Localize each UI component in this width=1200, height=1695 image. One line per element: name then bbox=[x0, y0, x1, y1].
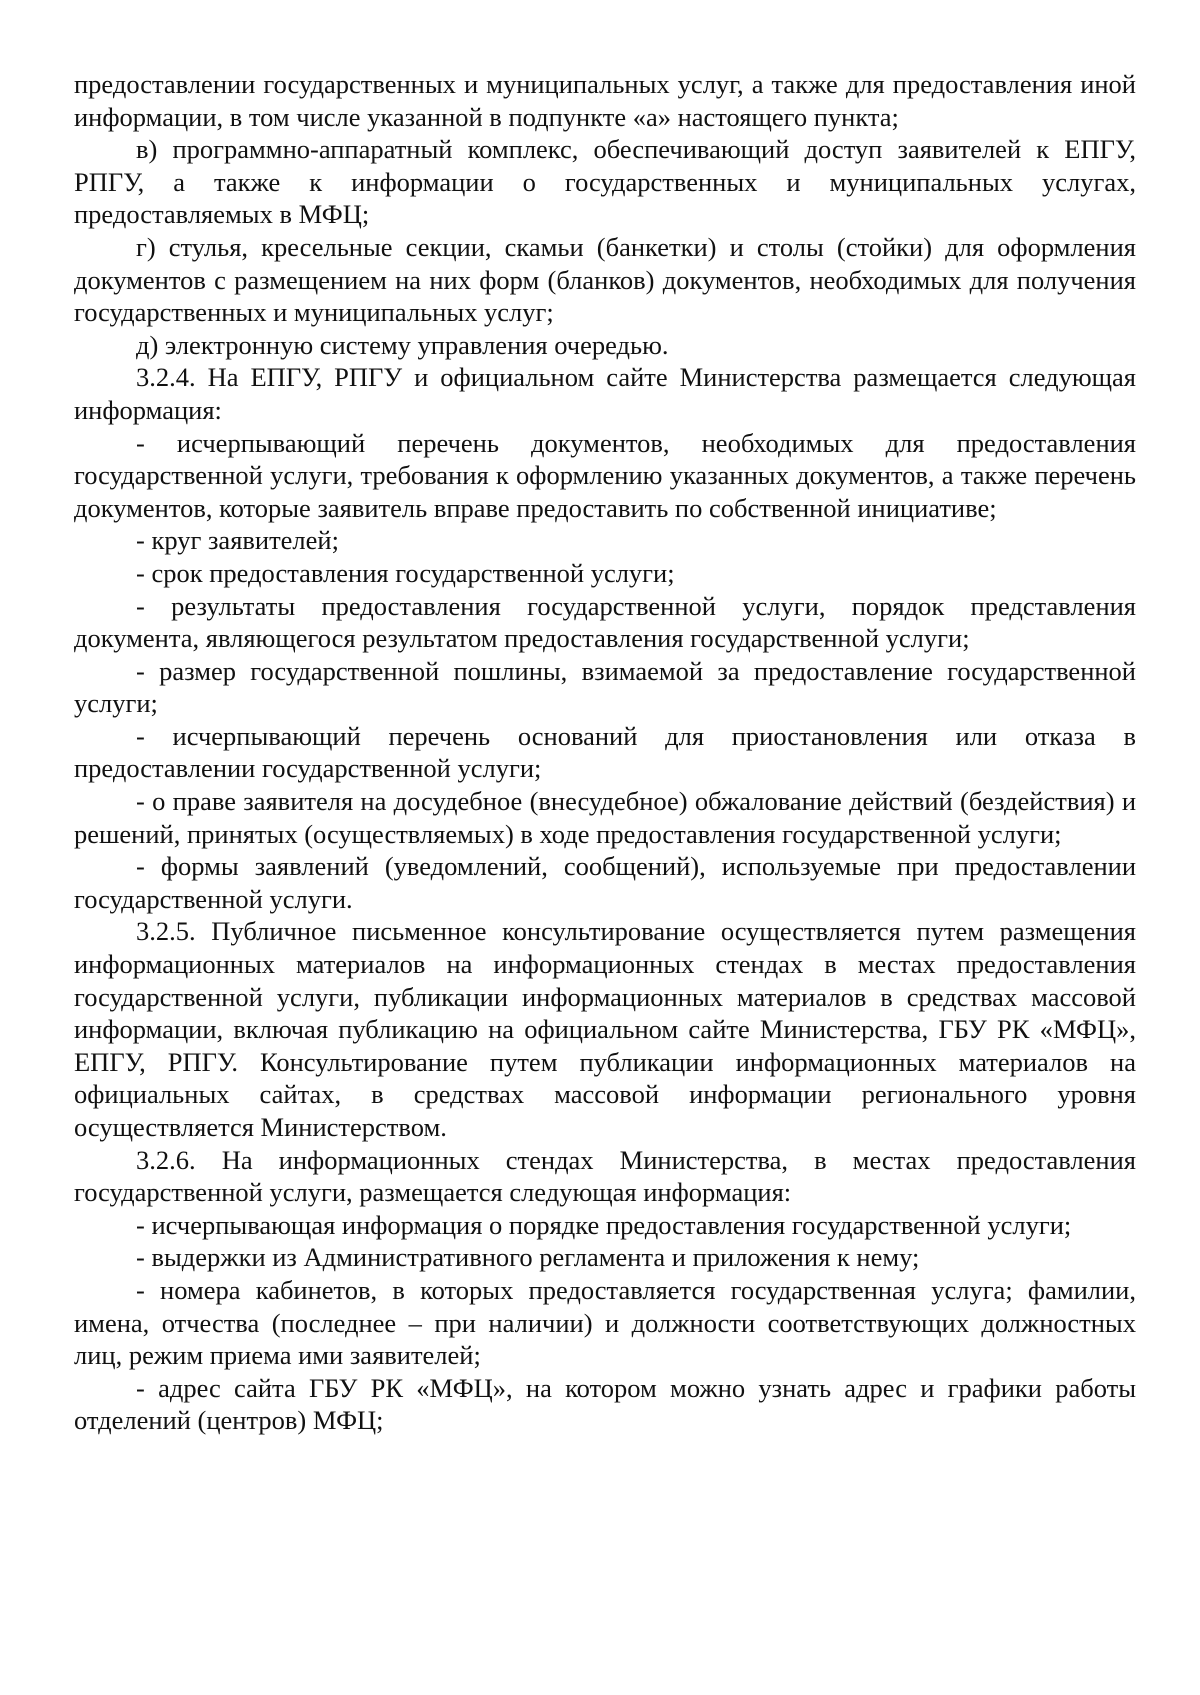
paragraph-326-1: - исчерпывающая информация о порядке предоставления государственной услуги; bbox=[136, 1209, 1072, 1240]
paragraph-v: в) программно-аппаратный комплекс, обеспечивающий доступ заявителей к ЕПГУ, РПГУ, а также к информации о государственных и муниципальных услугах, предоставляемых в МФЦ; bbox=[74, 134, 1136, 230]
paragraph-326-3: - номера кабинетов, в которых предоставляется государственная услуга; фамилии, имена, отчества (последнее – при наличии) и должности соответствующих должностных лиц, режим приема ими заявителей; bbox=[74, 1274, 1136, 1371]
paragraph-324-5: - размер государственной пошлины, взимаемой за предоставление государственной услуги; bbox=[74, 655, 1136, 719]
paragraph-324-4: - результаты предоставления государственной услуги, порядок представления документа, являющегося результатом предоставления государственной услуги; bbox=[74, 590, 1136, 654]
document-body bbox=[74, 68, 1136, 1437]
paragraph-325: 3.2.5. Публичное письменное консультирование осуществляется путем размещения информационных материалов на информационных стендах в местах предоставления государственной услуги, публикации информационных материалов в средствах массовой информации, включая публикацию на официальном сайте Министерства, ГБУ РК «МФЦ», ЕПГУ, РПГУ. Консультирование путем публикации информационных материалов на официальных сайтах, в средствах массовой информации регионального уровня осуществляется Министерством. bbox=[74, 916, 1136, 1142]
paragraph-324-8: - формы заявлений (уведомлений, сообщений), используемые при предоставлении государственной услуги. bbox=[74, 851, 1136, 914]
paragraph-d: д) электронную систему управления очередью. bbox=[136, 329, 669, 360]
paragraph-cont: предоставлении государственных и муниципальных услуг, а также для предоставления иной информации, в том числе указанной в подпункте «а» настоящего пункта; bbox=[74, 69, 1136, 132]
paragraph-324-7: - о праве заявителя на досудебное (внесудебное) обжалование действий (бездействия) и решений, принятых (осуществляемых) в ходе предоставления государственной услуги; bbox=[74, 786, 1136, 849]
paragraph-324-6: - исчерпывающий перечень оснований для приостановления или отказа в предоставлении государственной услуги; bbox=[74, 720, 1136, 784]
paragraph-324-2: - круг заявителей; bbox=[136, 525, 339, 556]
paragraph-g: г) стулья, кресельные секции, скамьи (банкетки) и столы (стойки) для оформления документов с размещением на них форм (бланков) документов, необходимых для получения государственных и муниципальных услуг; bbox=[74, 231, 1136, 328]
paragraph-326-4: - адрес сайта ГБУ РК «МФЦ», на котором можно узнать адрес и графики работы отделений (центров) МФЦ; bbox=[74, 1372, 1136, 1436]
paragraph-326: 3.2.6. На информационных стендах Министерства, в местах предоставления государственной услуги, размещается следующая информация: bbox=[74, 1144, 1136, 1208]
paragraph-324-1: - исчерпывающий перечень документов, необходимых для предоставления государственной услуги, требования к оформлению указанных документов, а также перечень документов, которые заявитель вправе предоставить по собственной инициативе; bbox=[74, 427, 1136, 523]
paragraph-326-2: - выдержки из Административного регламента и приложения к нему; bbox=[136, 1242, 920, 1273]
paragraph-324: 3.2.4. На ЕПГУ, РПГУ и официальном сайте Министерства размещается следующая информация: bbox=[74, 362, 1136, 425]
paragraph-324-3: - срок предоставления государственной услуги; bbox=[136, 557, 675, 588]
